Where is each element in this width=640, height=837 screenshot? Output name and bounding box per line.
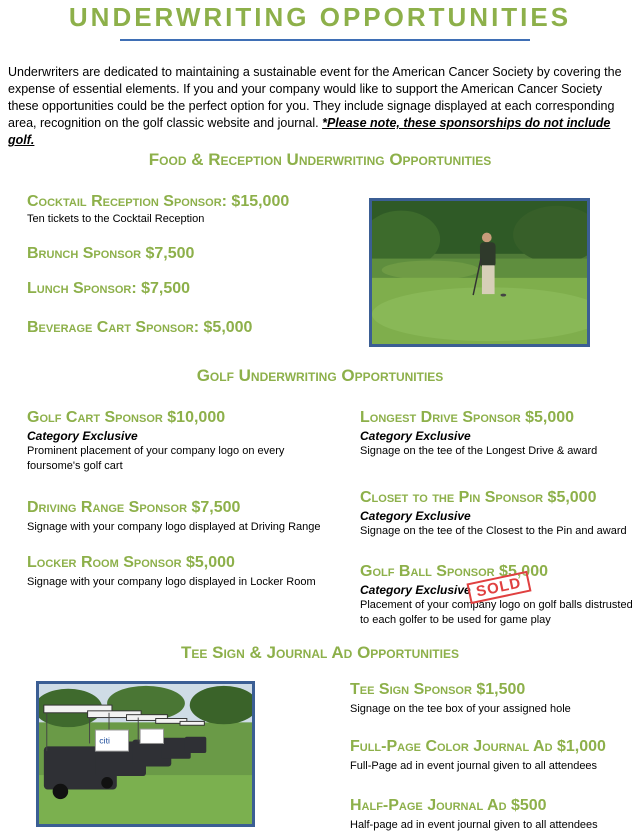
item-category: Category Exclusive bbox=[360, 429, 471, 443]
food-item-beverage-cart bbox=[27, 319, 252, 337]
sold-stamp: SOLD bbox=[466, 571, 531, 604]
intro-paragraph bbox=[8, 64, 634, 149]
food-item-brunch bbox=[27, 245, 194, 263]
golf-item-golf-cart bbox=[27, 409, 337, 474]
intro-text: Underwriters are dedicated to maintaining a sustainable event for the American Cancer Society by covering the expense of essential elements. If you and your company would like to support the American Cancer Society these opportunities could be the perfect option for you. They include signage displayed at each corresponding area, recognition on the golf classic website and journal. bbox=[8, 65, 622, 130]
section-heading-golf: Golf Underwriting Opportunities bbox=[196, 366, 444, 385]
intro-note: *Please note, these sponsorships do not include golf. bbox=[8, 116, 611, 147]
citi-logo-text: citi bbox=[99, 735, 111, 746]
food-item-cocktail bbox=[27, 193, 289, 227]
item-description: Prominent placement of your company logo on every foursome's golf cart bbox=[27, 445, 285, 472]
item-description: Full-Page ad in event journal given to all attendees bbox=[350, 760, 598, 772]
item-category: Category Exclusive bbox=[27, 429, 138, 443]
item-description: Signage on the tee of the Closest to the Pin and award bbox=[360, 525, 627, 537]
page-title: UNDERWRITING OPPORTUNITIES bbox=[68, 2, 572, 32]
section-heading-food: Food & Reception Underwriting Opportunities bbox=[148, 150, 492, 169]
item-heading: Brunch Sponsor $7,500 bbox=[27, 245, 195, 262]
item-heading: Longest Drive Sponsor $5,000 bbox=[360, 409, 575, 426]
item-description: Ten tickets to the Cocktail Reception bbox=[27, 213, 205, 225]
tee-item-full-page-ad bbox=[350, 738, 606, 774]
item-heading: Half-Page Journal Ad $500 bbox=[350, 797, 547, 814]
golf-item-closest-to-pin bbox=[360, 489, 636, 539]
golf-item-longest-drive bbox=[360, 409, 636, 459]
golf-item-driving-range bbox=[27, 499, 337, 535]
tee-item-half-page-ad bbox=[350, 797, 598, 833]
tee-item-tee-sign bbox=[350, 681, 571, 717]
item-category: Category Exclusive bbox=[360, 509, 471, 523]
golf-item-locker-room bbox=[27, 554, 337, 590]
item-category: Category Exclusive bbox=[360, 583, 471, 597]
section-heading-tee-journal: Tee Sign & Journal Ad Opportunities bbox=[181, 643, 459, 662]
item-description: Placement of your company logo on golf balls distrusted to each golfer to be used for game play bbox=[360, 599, 633, 626]
item-heading: Cocktail Reception Sponsor: $15,000 bbox=[27, 193, 290, 210]
item-description: Signage with your company logo displayed at Driving Range bbox=[27, 521, 321, 533]
item-heading: Tee Sign Sponsor $1,500 bbox=[350, 681, 526, 698]
item-heading: Driving Range Sponsor $7,500 bbox=[27, 499, 241, 516]
item-description: Signage on the tee of the Longest Drive & award bbox=[360, 445, 598, 457]
food-item-lunch bbox=[27, 280, 190, 298]
item-heading: Beverage Cart Sponsor: $5,000 bbox=[27, 319, 253, 336]
golfer-putting-photo bbox=[369, 198, 590, 347]
item-heading: Full-Page Color Journal Ad $1,000 bbox=[350, 738, 606, 755]
item-description: Signage on the tee box of your assigned hole bbox=[350, 703, 571, 715]
item-heading: Closet to the Pin Sponsor $5,000 bbox=[360, 489, 597, 506]
title-underline bbox=[120, 39, 530, 41]
item-heading: Lunch Sponsor: $7,500 bbox=[27, 280, 191, 297]
item-description: Signage with your company logo displayed in Locker Room bbox=[27, 576, 316, 588]
item-heading: Golf Ball Sponsor $5,000 bbox=[360, 563, 548, 580]
item-heading: Golf Cart Sponsor $10,000 bbox=[27, 409, 226, 426]
golf-carts-photo bbox=[36, 681, 255, 827]
item-description: Half-page ad in event journal given to all attendees bbox=[350, 819, 598, 831]
item-heading: Locker Room Sponsor $5,000 bbox=[27, 554, 235, 571]
